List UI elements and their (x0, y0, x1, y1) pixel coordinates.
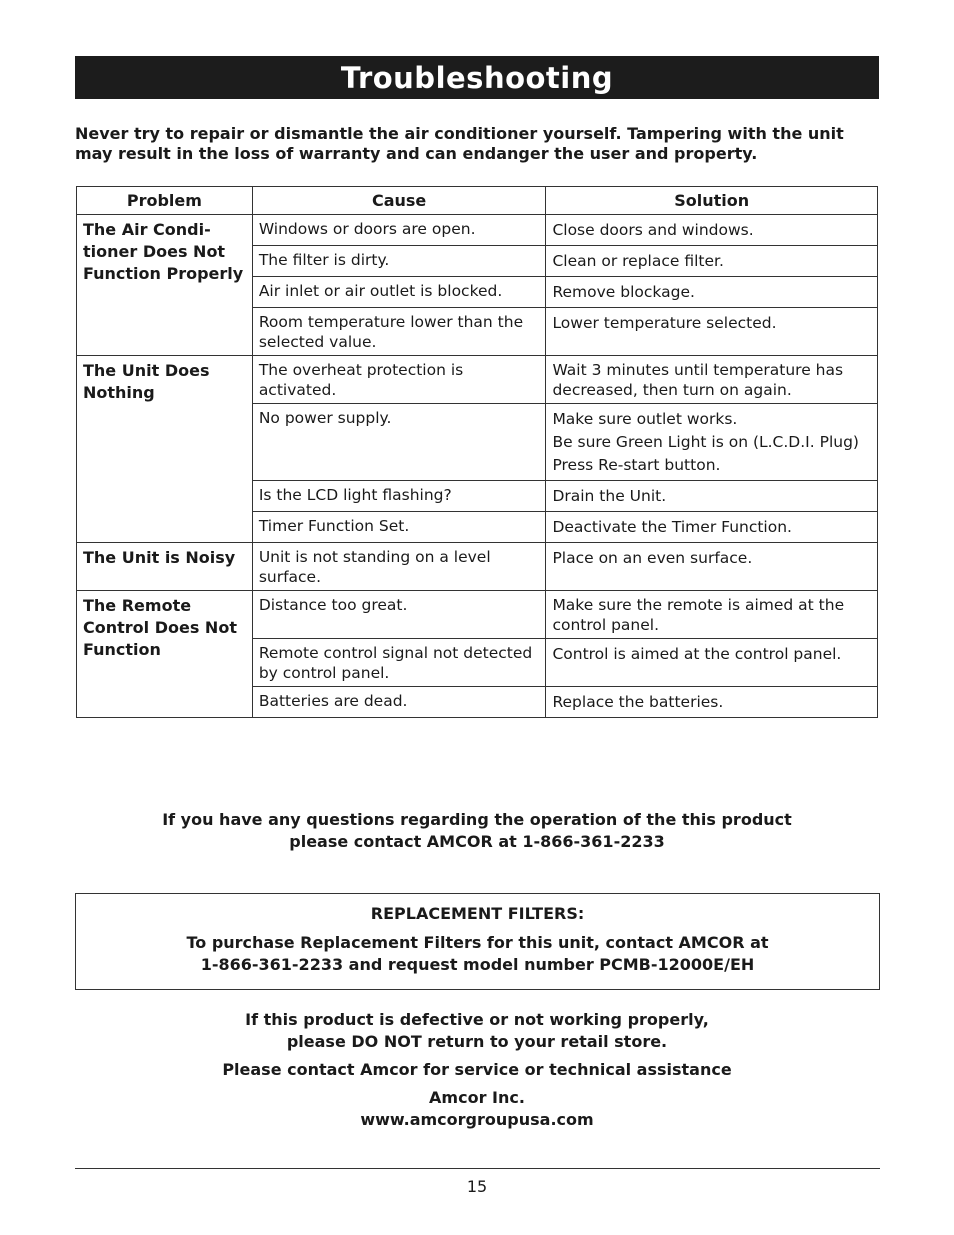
cause-cell: Remote control signal not detected by control panel. (252, 639, 546, 687)
filters-body (76, 932, 879, 976)
problem-cell: The Remote Control Does Not Function (77, 591, 253, 718)
solution-cell (546, 639, 878, 687)
header-problem: Problem (77, 187, 253, 215)
table-row (77, 543, 878, 591)
filters-line-2: 1-866-361-2233 and request model number PCMB-12000E/EH (200, 955, 755, 974)
table-row (77, 215, 878, 246)
cause-cell: Timer Function Set. (252, 512, 546, 543)
defect-notice (75, 1009, 879, 1131)
company-name: Amcor Inc. (429, 1088, 525, 1107)
cause-cell: Room temperature lower than the selected value. (252, 308, 546, 356)
solution-line: Lower temperature selected. (552, 314, 777, 332)
cause-cell: Windows or doors are open. (252, 215, 546, 246)
solution-line: Drain the Unit. (552, 487, 667, 505)
cause-cell: Batteries are dead. (252, 687, 546, 718)
solution-cell (546, 687, 878, 718)
page-number: 15 (466, 1177, 488, 1196)
solution-cell (546, 543, 878, 591)
replacement-filters-box (75, 893, 880, 990)
solution-cell: Wait 3 minutes until temperature has decreased, then turn on again. (546, 356, 878, 404)
cause-cell: Unit is not standing on a level surface. (252, 543, 546, 591)
filters-heading: REPLACEMENT FILTERS: (370, 904, 585, 923)
problem-cell: The Unit Does Nothing (77, 356, 253, 543)
solution-line: Close doors and windows. (552, 221, 754, 239)
solution-cell: Make sure the remote is aimed at the control panel. (546, 591, 878, 639)
page-title: Troubleshooting (340, 60, 614, 95)
problem-cell: The Unit is Noisy (77, 543, 253, 591)
solution-cell (546, 512, 878, 543)
solution-line: Replace the batteries. (552, 693, 724, 711)
cause-cell: Distance too great. (252, 591, 546, 639)
solution-cell (546, 277, 878, 308)
solution-cell (546, 246, 878, 277)
solution-cell (546, 404, 878, 481)
solution-cell (546, 308, 878, 356)
solution-line: Remove blockage. (552, 283, 695, 301)
solution-line: Make sure outlet works. (552, 410, 738, 428)
company-website[interactable]: www.amcorgroupusa.com (360, 1110, 594, 1129)
solution-line: Place on an even surface. (552, 549, 753, 567)
table-row (77, 356, 878, 404)
cause-cell: Air inlet or air outlet is blocked. (252, 277, 546, 308)
cause-cell: Is the LCD light flashing? (252, 481, 546, 512)
table-row (77, 591, 878, 639)
solution-cell (546, 215, 878, 246)
cause-cell: No power supply. (252, 404, 546, 481)
cause-cell: The overheat protection is activated. (252, 356, 546, 404)
defect-line-2: please DO NOT return to your retail store. (286, 1032, 668, 1051)
defect-line-3: Please contact Amcor for service or technical assistance (222, 1060, 732, 1079)
warning-text: Never try to repair or dismantle the air conditioner yourself. Tampering with the unit may result in the loss of warranty and can endanger the user and property. (75, 124, 844, 163)
table-header-row (77, 187, 878, 215)
solution-line: Press Re-start button. (552, 456, 721, 474)
solution-line: Clean or replace filter. (552, 252, 724, 270)
solution-cell (546, 481, 878, 512)
solution-line: Deactivate the Timer Function. (552, 518, 792, 536)
solution-line: Be sure Green Light is on (L.C.D.I. Plug) (552, 433, 859, 451)
header-cause: Cause (252, 187, 546, 215)
contact-line-2: please contact AMCOR at 1-866-361-2233 (289, 832, 665, 851)
cause-cell: The filter is dirty. (252, 246, 546, 277)
problem-cell: The Air Condi-tioner Does Not Function Properly (77, 215, 253, 356)
troubleshooting-table (76, 186, 878, 718)
defect-line-1: If this product is defective or not working properly, (245, 1010, 709, 1029)
solution-line: Control is aimed at the control panel. (552, 645, 842, 663)
footer-divider (75, 1168, 880, 1169)
contact-info (75, 809, 879, 853)
title-bar (75, 56, 879, 99)
filters-line-1: To purchase Replacement Filters for this unit, contact AMCOR at (186, 933, 769, 952)
header-solution: Solution (546, 187, 878, 215)
contact-line-1: If you have any questions regarding the operation of the this product (162, 810, 792, 829)
